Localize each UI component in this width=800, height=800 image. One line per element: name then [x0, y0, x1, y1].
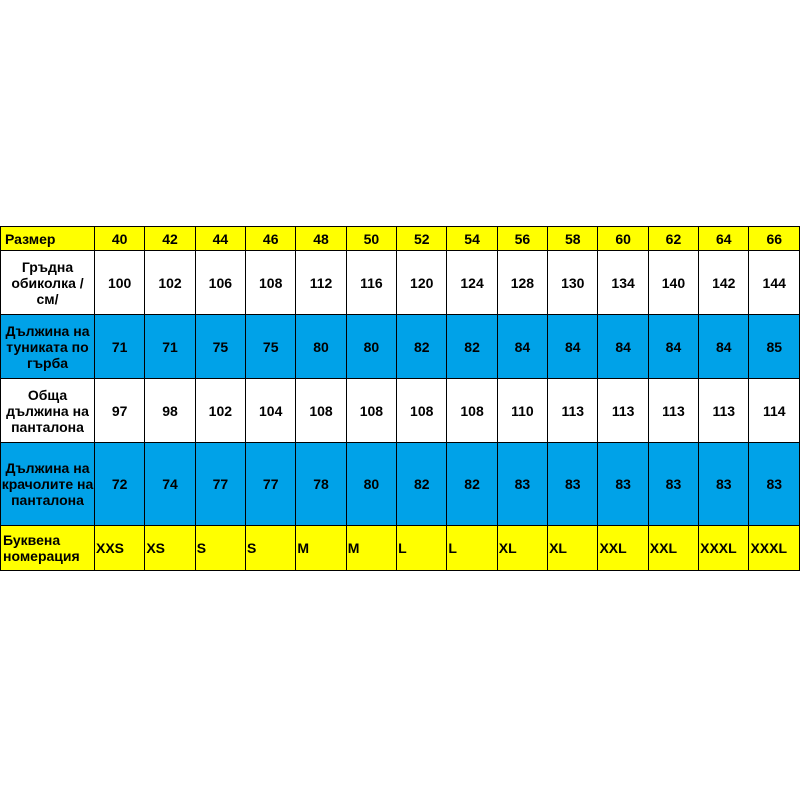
value-cell: 84: [699, 315, 749, 379]
size-cell: 52: [397, 227, 447, 251]
value-cell: 100: [95, 251, 145, 315]
value-cell: 80: [346, 315, 396, 379]
size-cell: 40: [95, 227, 145, 251]
value-cell: 82: [397, 315, 447, 379]
size-cell: 46: [246, 227, 296, 251]
row-label: Буквена номерация: [1, 526, 95, 571]
size-cell: 50: [346, 227, 396, 251]
value-cell: 102: [195, 379, 245, 443]
letter-cell: XXXL: [749, 526, 800, 571]
size-cell: 60: [598, 227, 648, 251]
value-cell: 128: [497, 251, 547, 315]
letter-cell: S: [246, 526, 296, 571]
row-label: Дължина на крачолите на панталона: [1, 443, 95, 526]
row-label: Гръдна обиколка /см/: [1, 251, 95, 315]
value-cell: 84: [648, 315, 698, 379]
value-cell: 114: [749, 379, 800, 443]
value-cell: 113: [648, 379, 698, 443]
value-cell: 113: [598, 379, 648, 443]
value-cell: 83: [497, 443, 547, 526]
size-cell: 58: [548, 227, 598, 251]
size-cell: 54: [447, 227, 497, 251]
letter-cell: M: [346, 526, 396, 571]
value-cell: 83: [548, 443, 598, 526]
size-cell: 62: [648, 227, 698, 251]
row-label: Дължина на туниката по гърба: [1, 315, 95, 379]
value-cell: 104: [246, 379, 296, 443]
value-cell: 116: [346, 251, 396, 315]
value-cell: 82: [447, 443, 497, 526]
row-label: Размер: [1, 227, 95, 251]
value-cell: 84: [497, 315, 547, 379]
value-cell: 72: [95, 443, 145, 526]
letter-cell: XXL: [598, 526, 648, 571]
value-cell: 84: [548, 315, 598, 379]
letter-size-row: [1, 526, 800, 571]
letter-cell: L: [447, 526, 497, 571]
value-cell: 83: [749, 443, 800, 526]
value-cell: 84: [598, 315, 648, 379]
value-cell: 78: [296, 443, 346, 526]
chest-row: [1, 251, 800, 315]
value-cell: 102: [145, 251, 195, 315]
value-cell: 83: [598, 443, 648, 526]
letter-cell: XL: [548, 526, 598, 571]
value-cell: 75: [246, 315, 296, 379]
value-cell: 120: [397, 251, 447, 315]
value-cell: 85: [749, 315, 800, 379]
value-cell: 142: [699, 251, 749, 315]
size-cell: 44: [195, 227, 245, 251]
value-cell: 113: [548, 379, 598, 443]
size-cell: 42: [145, 227, 195, 251]
letter-cell: L: [397, 526, 447, 571]
value-cell: 108: [346, 379, 396, 443]
row-label: Обща дължина на панталона: [1, 379, 95, 443]
size-cell: 66: [749, 227, 800, 251]
letter-cell: XXS: [95, 526, 145, 571]
size-cell: 56: [497, 227, 547, 251]
size-header-row: [1, 227, 800, 251]
size-chart-table: [0, 226, 800, 571]
value-cell: 75: [195, 315, 245, 379]
value-cell: 130: [548, 251, 598, 315]
value-cell: 80: [296, 315, 346, 379]
value-cell: 82: [397, 443, 447, 526]
value-cell: 77: [195, 443, 245, 526]
value-cell: 80: [346, 443, 396, 526]
value-cell: 113: [699, 379, 749, 443]
value-cell: 77: [246, 443, 296, 526]
value-cell: 108: [296, 379, 346, 443]
value-cell: 108: [397, 379, 447, 443]
value-cell: 124: [447, 251, 497, 315]
value-cell: 74: [145, 443, 195, 526]
leg-length-row: [1, 443, 800, 526]
value-cell: 82: [447, 315, 497, 379]
value-cell: 110: [497, 379, 547, 443]
value-cell: 97: [95, 379, 145, 443]
value-cell: 140: [648, 251, 698, 315]
value-cell: 144: [749, 251, 800, 315]
value-cell: 134: [598, 251, 648, 315]
value-cell: 71: [145, 315, 195, 379]
value-cell: 106: [195, 251, 245, 315]
letter-cell: S: [195, 526, 245, 571]
size-cell: 64: [699, 227, 749, 251]
value-cell: 83: [648, 443, 698, 526]
pants-length-row: [1, 379, 800, 443]
letter-cell: XXXL: [699, 526, 749, 571]
value-cell: 108: [246, 251, 296, 315]
letter-cell: XXL: [648, 526, 698, 571]
value-cell: 71: [95, 315, 145, 379]
value-cell: 112: [296, 251, 346, 315]
letter-cell: M: [296, 526, 346, 571]
tunic-length-row: [1, 315, 800, 379]
value-cell: 98: [145, 379, 195, 443]
letter-cell: XL: [497, 526, 547, 571]
value-cell: 108: [447, 379, 497, 443]
value-cell: 83: [699, 443, 749, 526]
size-cell: 48: [296, 227, 346, 251]
letter-cell: XS: [145, 526, 195, 571]
